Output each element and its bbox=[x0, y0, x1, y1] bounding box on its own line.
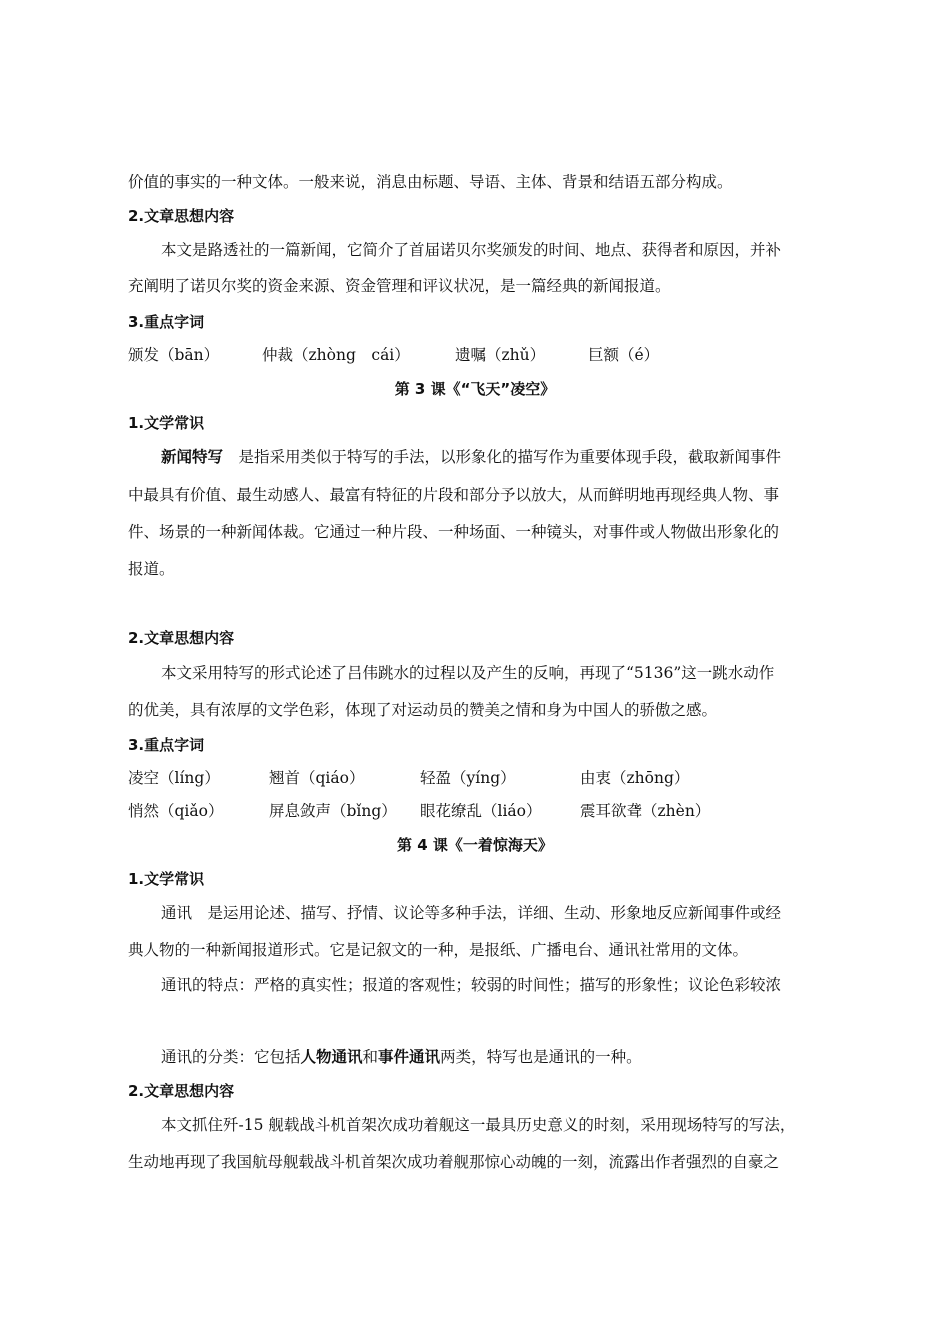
section-heading: 1.文学常识 bbox=[128, 414, 205, 432]
paragraph-line: 中最具有价值、最生动感人、最富有特征的片段和部分予以放大，从而鲜明地再现经典人物、事 bbox=[128, 486, 780, 504]
paragraph-text: 两类，特写也是通讯的一种。 bbox=[440, 1048, 642, 1066]
paragraph-line: 报道。 bbox=[128, 560, 175, 578]
vocab-item: 颁发（bān） bbox=[128, 346, 220, 364]
paragraph-line: 价值的事实的一种文体。一般来说，消息由标题、导语、主体、背景和结语五部分构成。 bbox=[128, 173, 733, 191]
paragraph-line bbox=[161, 447, 781, 467]
paragraph-line: 本文采用特写的形式论述了吕伟跳水的过程以及产生的反响，再现了“5136”这一跳水动作 bbox=[161, 664, 775, 682]
section-heading: 3.重点字词 bbox=[128, 736, 205, 754]
vocab-item: 轻盈（yíng） bbox=[420, 769, 516, 787]
section-heading: 1.文学常识 bbox=[128, 870, 205, 888]
term-bold: 人物通讯 bbox=[300, 1048, 363, 1066]
vocab-item: 翘首（qiáo） bbox=[269, 769, 365, 787]
paragraph-line bbox=[161, 1047, 642, 1067]
section-heading: 3.重点字词 bbox=[128, 313, 205, 331]
section-heading: 2.文章思想内容 bbox=[128, 629, 235, 647]
vocab-item: 遗嘱（zhǔ） bbox=[455, 346, 546, 364]
vocab-item: 由衷（zhōng） bbox=[580, 769, 690, 787]
paragraph-line: 通讯 是运用论述、描写、抒情、议论等多种手法，详细、生动、形象地反应新闻事件或经 bbox=[161, 904, 782, 922]
vocab-item: 震耳欲聋（zhèn） bbox=[580, 802, 711, 820]
paragraph-line: 件、场景的一种新闻体裁。它通过一种片段、一种场面、一种镜头，对事件或人物做出形象化的 bbox=[128, 523, 780, 541]
section-heading: 2.文章思想内容 bbox=[128, 1082, 235, 1100]
paragraph-line: 本文抓住歼-15 舰载战斗机首架次成功着舰这一最具历史意义的时刻，采用现场特写的写法， bbox=[161, 1116, 796, 1134]
paragraph-line: 充阐明了诺贝尔奖的资金来源、资金管理和评议状况，是一篇经典的新闻报道。 bbox=[128, 277, 671, 295]
paragraph-text: 和 bbox=[362, 1048, 379, 1066]
vocab-item: 眼花缭乱（liáo） bbox=[420, 802, 542, 820]
vocab-item: 凌空（líng） bbox=[128, 769, 220, 787]
vocab-item: 仲裁（zhòng cái） bbox=[262, 346, 410, 364]
paragraph-line: 的优美，具有浓厚的文学色彩，体现了对运动员的赞美之情和身为中国人的骄傲之感。 bbox=[128, 701, 718, 719]
paragraph-line: 典人物的一种新闻报道形式。它是记叙文的一种，是报纸、广播电台、通讯社常用的文体。 bbox=[128, 941, 749, 959]
paragraph-line: 生动地再现了我国航母舰载战斗机首架次成功着舰那惊心动魄的一刻，流露出作者强烈的自豪之 bbox=[128, 1153, 780, 1171]
paragraph-text: 是指采用类似于特写的手法，以形象化的描写作为重要体现手段，截取新闻事件 bbox=[223, 448, 782, 466]
vocab-item: 悄然（qiǎo） bbox=[128, 802, 224, 820]
lesson-title: 第 3 课《“飞天”凌空》 bbox=[394, 380, 556, 398]
term-bold: 事件通讯 bbox=[378, 1048, 441, 1066]
paragraph-text: 通讯的分类：它包括 bbox=[161, 1048, 301, 1066]
vocab-item: 屏息敛声（bǐng） bbox=[269, 802, 397, 820]
lesson-title: 第 4 课《一着惊海天》 bbox=[397, 836, 553, 854]
section-heading: 2.文章思想内容 bbox=[128, 207, 235, 225]
paragraph-line: 本文是路透社的一篇新闻，它简介了首届诺贝尔奖颁发的时间、地点、获得者和原因，并补 bbox=[161, 241, 782, 259]
term-bold: 新闻特写 bbox=[161, 448, 224, 466]
paragraph-line: 通讯的特点：严格的真实性；报道的客观性；较弱的时间性；描写的形象性；议论色彩较浓 bbox=[161, 976, 782, 994]
vocab-item: 巨额（é） bbox=[588, 346, 660, 364]
